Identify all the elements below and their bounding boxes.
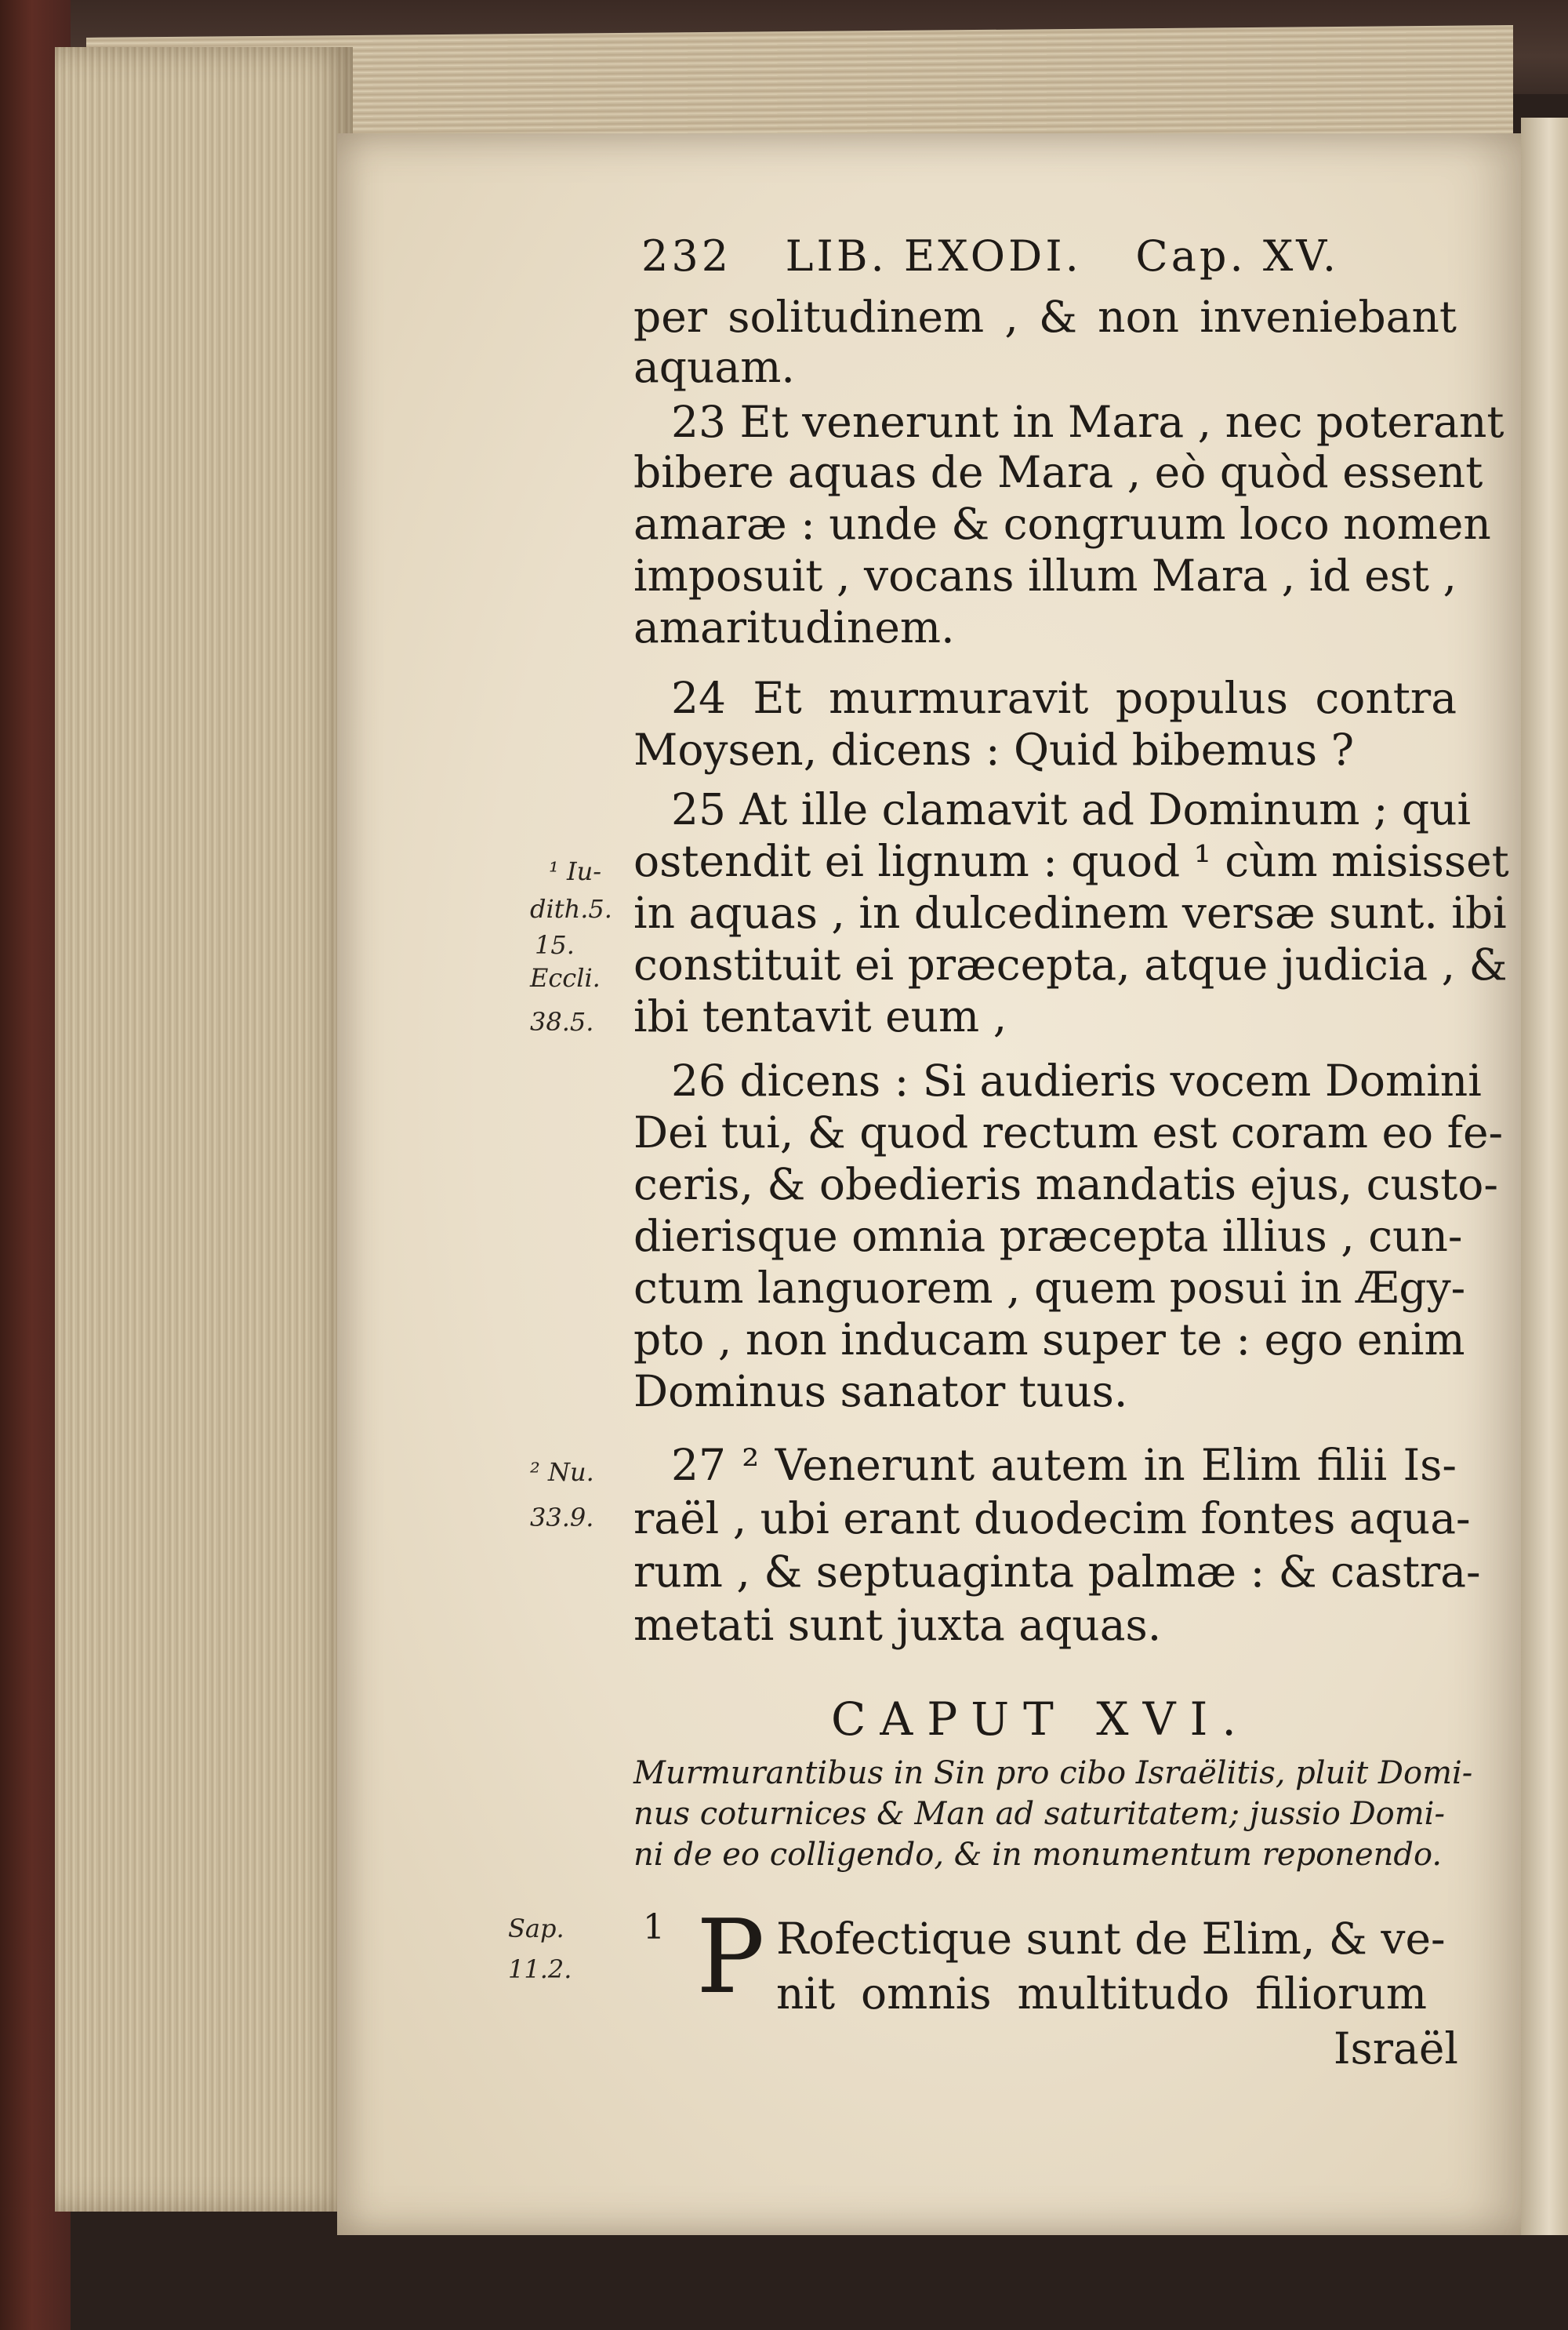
- text-line: amaritudinem.: [633, 602, 955, 652]
- text-line: Rofectique sunt de Elim, & ve-: [776, 1914, 1446, 1964]
- margin-note: ¹ Iu-: [549, 856, 602, 886]
- text-line: raël , ubi erant duodecim fontes aqua-: [633, 1493, 1471, 1543]
- margin-note: 33.9.: [530, 1503, 594, 1532]
- verse-number: 1: [643, 1907, 665, 1947]
- text-line: rum , & septuaginta palmæ : & castra-: [633, 1547, 1481, 1597]
- catchword: Israël: [1333, 2023, 1458, 2074]
- text-line: ceris, & obedieris mandatis ejus, custo-: [633, 1159, 1498, 1209]
- verse-23: 23 Et venerunt in Mara , nec poterant: [671, 397, 1504, 447]
- text-line: aquam.: [633, 342, 795, 392]
- chapter-summary-line: ni de eo colligendo, & in monumentum reponendo.: [633, 1837, 1443, 1873]
- margin-note: ² Nu.: [530, 1457, 594, 1487]
- chapter-summary-line: Murmurantibus in Sin pro cibo Israëlitis, pluit Domi-: [633, 1755, 1473, 1791]
- verse-27: 27 ² Venerunt autem in Elim filii Is-: [671, 1440, 1457, 1490]
- margin-note: 11.2.: [508, 1954, 572, 1984]
- book-title: LIB. EXODI.: [785, 231, 1082, 281]
- margin-note: 15.: [535, 930, 575, 960]
- text-line: constituit ei præcepta, atque judicia , &: [633, 940, 1508, 990]
- text-line: nit omnis multitudo filiorum: [776, 1968, 1427, 2019]
- text-line: bibere aquas de Mara , eò quòd essent: [633, 447, 1483, 497]
- text-line: Moysen, dicens : Quid bibemus ?: [633, 725, 1355, 775]
- text-line: per solitudinem , & non inveniebant: [633, 292, 1457, 342]
- running-header: [641, 231, 1339, 294]
- page-stack-edge: [55, 47, 353, 2212]
- text-line: in aquas , in dulcedinem versæ sunt. ibi: [633, 888, 1507, 938]
- text-line: amaræ : unde & congruum loco nomen: [633, 499, 1491, 549]
- margin-note: Eccli.: [530, 963, 601, 993]
- text-line: ibi tentavit eum ,: [633, 991, 1007, 1041]
- text-line: ctum languorem , quem posui in Ægy-: [633, 1263, 1466, 1313]
- facing-page-edge: [1521, 118, 1568, 2235]
- margin-note: dith.5.: [530, 894, 612, 924]
- chapter-summary-line: nus coturnices & Man ad saturitatem; jussio Domi-: [633, 1796, 1445, 1832]
- text-line: dierisque omnia præcepta illius , cun-: [633, 1211, 1463, 1261]
- verse-25: 25 At ille clamavit ad Dominum ; qui: [671, 784, 1472, 834]
- text-line: metati sunt juxta aquas.: [633, 1600, 1162, 1650]
- chapter-title: CAPUT XVI.: [831, 1692, 1250, 1746]
- verse-24: 24 Et murmuravit populus contra: [671, 673, 1457, 723]
- margin-note: 38.5.: [530, 1007, 594, 1037]
- text-line: pto , non inducam super te : ego enim: [633, 1314, 1465, 1365]
- text-line: ostendit ei lignum : quod ¹ cùm misisset: [633, 836, 1509, 886]
- page-number: 232: [641, 231, 732, 281]
- text-line: imposuit , vocans illum Mara , id est ,: [633, 551, 1457, 601]
- text-line: Dominus sanator tuus.: [633, 1366, 1128, 1416]
- margin-note: Sap.: [508, 1914, 564, 1943]
- drop-cap: P: [696, 1897, 765, 2016]
- verse-26: 26 dicens : Si audieris vocem Domini: [671, 1056, 1482, 1106]
- chapter-label: Cap. XV.: [1135, 231, 1339, 281]
- text-line: Dei tui, & quod rectum est coram eo fe-: [633, 1107, 1504, 1158]
